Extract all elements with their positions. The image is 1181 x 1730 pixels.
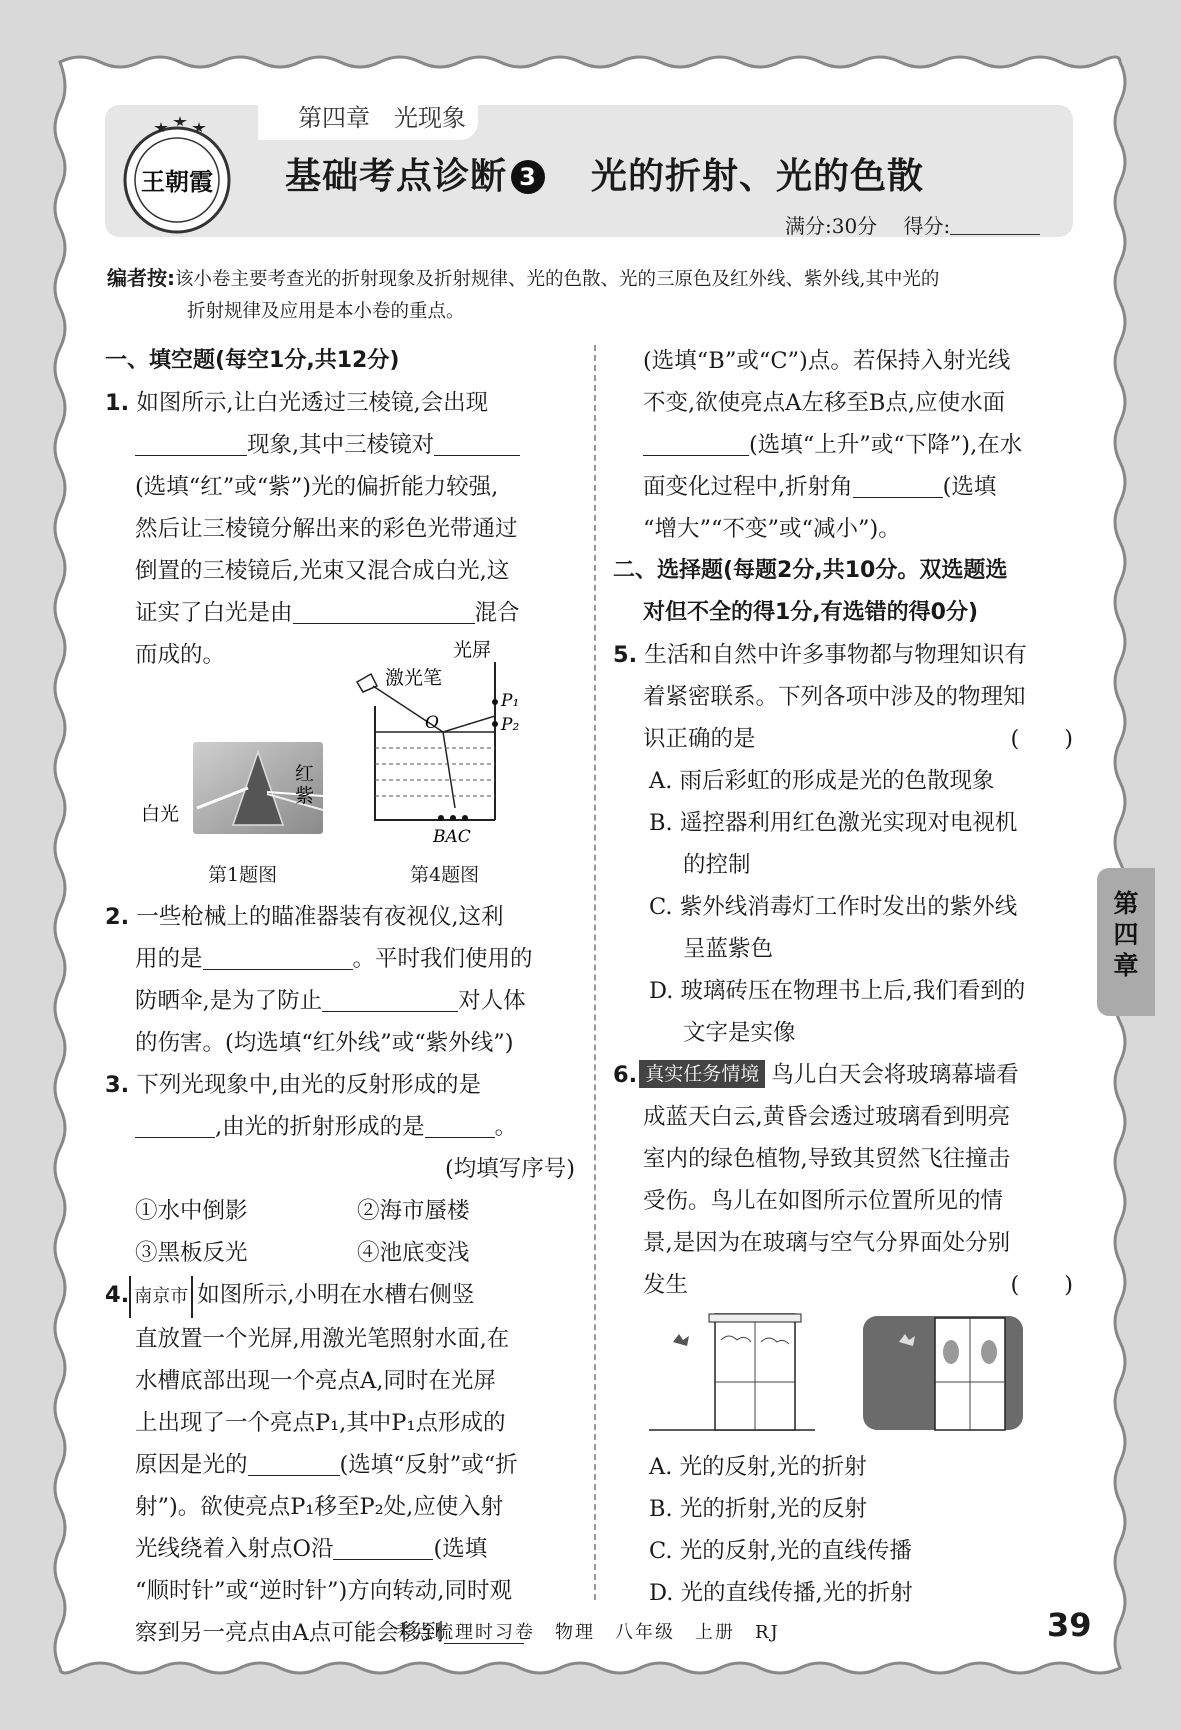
q3-line1: 下列光现象中,由光的反射形成的是 [136,1072,482,1098]
q3-blank1[interactable] [135,1113,215,1138]
q6-option-a[interactable]: A. 光的反射,光的折射 [649,1454,867,1480]
title-sub: 光的折射、光的色散 [591,156,925,197]
q5-option-b-cont: 的控制 [683,852,751,878]
q4-line6: 射”)。欲使亮点P₁移至P₂处,应使入射 [135,1494,504,1520]
page-number: 39 [1047,1606,1092,1644]
figure-1-prism [135,680,325,850]
full-score: 满分:30分 [785,214,878,238]
column-divider [594,345,596,1600]
q4-line3: 水槽底部出现一个亮点A,同时在光屏 [135,1368,496,1394]
q2-line4: 的伤害。(均选填“红外线”或“紫外线”) [135,1030,514,1056]
q6-scenario-tag: 真实任务情境 [639,1060,765,1088]
q6-option-c[interactable]: C. 光的反射,光的直线传播 [649,1538,912,1564]
section2-title [613,550,1073,634]
q1-blank3[interactable] [293,599,475,624]
q5-line2: 着紧密联系。下列各项中涉及的物理知 [643,684,1026,710]
q5-option-b[interactable]: B. 遥控器利用红色激光实现对电视机 [649,810,1018,836]
q6-number: 6. [613,1062,638,1088]
q4-right-line2: 不变,欲使亮点A左移至B点,应使水面 [643,390,1006,416]
q1-line6a: 证实了白光是由 [135,600,293,626]
q2-line3a: 防晒伞,是为了防止 [135,988,323,1014]
editor-line1: 该小卷主要考查光的折射现象及折射规律、光的色散、光的三原色及红外线、紫外线,其中光的 [175,269,940,290]
glass-wall-figure [645,1312,1025,1438]
q3-line3: (均填写序号) [444,1156,575,1182]
q1-line1: 如图所示,让白光透过三棱镜,会出现 [136,390,489,416]
question-6 [613,1054,1073,1614]
bird-icon [673,1334,689,1346]
q4-city-tag: 南京市 [129,1276,193,1318]
brand-logo [118,110,236,235]
q2-line1: 一些枪械上的瞄准器装有夜视仪,这利 [136,904,504,930]
section2-title-line2: 对但不全的得1分,有选错的得0分) [643,600,979,625]
fig1-purple-label: 紫 [295,785,315,807]
chapter-label: 第四章 光现象 [258,98,478,140]
question-3 [105,1064,575,1274]
q2-number: 2. [105,904,130,930]
fig4-pen-label: 激光笔 [385,667,443,689]
q3-option4: ④池底变浅 [357,1240,470,1266]
q3-line2a: ,由光的折射形成的是 [215,1114,425,1140]
left-column [105,340,575,1654]
q4-line9: 察到另一亮点由A点可能会移到 [135,1620,444,1646]
fig4-screen-label: 光屏 [453,639,492,661]
fig4-o-label: O [425,713,439,733]
q4-blank1[interactable] [248,1451,340,1476]
q4-blank5[interactable] [853,473,943,498]
q4-right-line4a: 面变化过程中,折射角 [643,474,853,500]
q3-number: 3. [105,1072,130,1098]
q4-line5a: 原因是光的 [135,1452,248,1478]
q6-figures [613,1306,1073,1446]
q5-option-c-cont: 呈蓝紫色 [683,936,774,962]
q4-right-line3: (选填“上升”或“下降”),在水 [749,432,1023,458]
q1-number: 1. [105,390,130,416]
side-tab-char2: 四 [1113,920,1139,949]
q1-line4: 然后让三棱镜分解出来的彩色光带通过 [135,516,518,542]
q4-line7a: 光线绕着入射点O沿 [135,1536,334,1562]
q3-option3: ③黑板反光 [135,1240,248,1266]
q4-right-line1: (选填“B”或“C”)点。若保持入射光线 [643,348,1011,374]
q3-option1: ①水中倒影 [135,1198,248,1224]
q4-line5b: (选填“反射”或“折 [339,1452,518,1478]
section1-title: 一、填空题(每空1分,共12分) [105,348,400,373]
q4-number: 4. [105,1282,130,1308]
q1-blank1[interactable] [135,431,247,456]
q5-answer-paren[interactable]: ( ) [1010,726,1073,752]
side-tab-char3: 章 [1113,951,1139,980]
q2-line2a: 用的是 [135,946,203,972]
q6-line1: 鸟儿白天会将玻璃幕墙看 [771,1062,1019,1088]
logo-text: 王朝霞 [141,167,213,196]
q5-option-d[interactable]: D. 玻璃砖压在物理书上后,我们看到的 [649,978,1026,1004]
fig1-red-label: 红 [295,763,315,785]
fig1-white-label: 白光 [141,803,180,825]
q4-blank4[interactable] [643,431,749,456]
q5-number: 5. [613,642,638,668]
fig4-bac-label: BAC [433,827,471,847]
q6-line5: 景,是因为在玻璃与空气分界面处分别 [643,1230,1011,1256]
q1-line2: 现象,其中三棱镜对 [247,432,435,458]
q6-line3: 室内的绿色植物,导致其贸然飞往撞击 [643,1146,1011,1172]
q1-line7: 而成的。 [135,642,226,668]
q5-line3: 识正确的是 [643,726,756,752]
q4-right-line4b: (选填 [942,474,997,500]
score-area [785,210,1040,239]
score-blank[interactable] [950,216,1040,235]
fig4-p1-label: P₁ [501,691,520,711]
q6-line4: 受伤。鸟儿在如图所示位置所见的情 [643,1188,1004,1214]
chapter-side-tab [1097,868,1155,1016]
fig4-caption: 第4题图 [410,864,480,886]
question-4 [105,1274,575,1654]
q3-line2b: 。 [494,1114,518,1140]
fig1-caption: 第1题图 [208,864,278,886]
fig4-p2-label: P₂ [501,715,520,735]
q2-line2b: 。平时我们使用的 [352,946,533,972]
title-number-badge: 3 [511,160,545,194]
q4-line1: 如图所示,小明在水槽右侧竖 [197,1282,475,1308]
footer-text: 考点梳理时习卷 物理 八年级 上册 RJ [395,1622,780,1643]
q6-option-d[interactable]: D. 光的直线传播,光的折射 [649,1580,913,1606]
q4-right-line5: “增大”“不变”或“减小”)。 [643,516,901,542]
q4-line8: “顺时针”或“逆时针”)方向转动,同时观 [135,1578,512,1604]
score-label: 得分: [903,214,951,238]
page-title [285,148,924,199]
editor-label: 编者按: [107,266,175,290]
q5-option-a[interactable]: A. 雨后彩虹的形成是光的色散现象 [649,768,995,794]
q3-blank2[interactable] [425,1113,495,1138]
q4-line2: 直放置一个光屏,用激光笔照射水面,在 [135,1326,510,1352]
q1-line6b: 混合 [474,600,520,626]
q1-line5: 倒置的三棱镜后,光束又混合成白光,这 [135,558,510,584]
q2-line3b: 对人体 [458,988,526,1014]
q5-option-d-cont: 文字是实像 [683,1020,796,1046]
q2-blank2[interactable] [322,987,458,1012]
side-tab-char1: 第 [1113,889,1139,918]
title-main: 基础考点诊断 [285,156,508,197]
q6-option-b[interactable]: B. 光的折射,光的反射 [649,1496,867,1522]
q1-blank2[interactable] [434,431,520,456]
q6-answer-paren[interactable]: ( ) [1010,1272,1073,1298]
q6-line6: 发生 [643,1272,689,1298]
q3-option2: ②海市蜃楼 [357,1198,470,1224]
q5-line1: 生活和自然中许多事物都与物理知识有 [644,642,1027,668]
section2-title-line1: 二、选择题(每题2分,共10分。双选题选 [613,558,1008,583]
q4-blank2[interactable] [333,1535,433,1560]
right-column [613,340,1073,1614]
q2-blank1[interactable] [203,945,353,970]
editor-note [107,262,1077,328]
question-2 [105,896,575,1064]
q5-option-c[interactable]: C. 紫外线消毒灯工作时发出的紫外线 [649,894,1018,920]
figure-4-tank [355,624,535,848]
q1-line3: (选填“红”或“紫”)光的偏折能力较强, [135,474,499,500]
editor-line2: 折射规律及应用是本小卷的重点。 [187,301,465,322]
q4-line4: 上出现了一个亮点P₁,其中P₁点形成的 [135,1410,506,1436]
q4-line7b: (选填 [433,1536,488,1562]
question-5 [613,634,1073,1054]
q4-continued [613,340,1073,550]
q6-line2: 成蓝天白云,黄昏会透过玻璃看到明亮 [643,1104,1011,1130]
